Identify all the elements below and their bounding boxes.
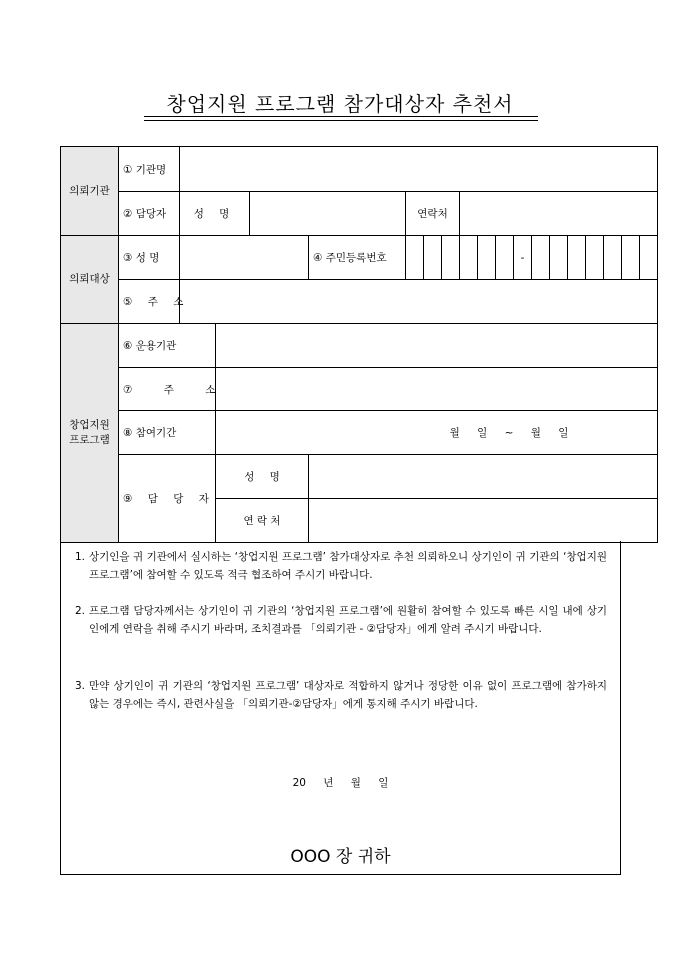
section-requester: 의뢰기관 (61, 147, 119, 236)
rrn-digit-box[interactable] (496, 236, 514, 280)
operator-label: ⑥ 운용기관 (119, 324, 216, 368)
rrn-digit-box[interactable] (604, 236, 622, 280)
program-address-label (119, 368, 230, 411)
staff-contact-field[interactable] (460, 192, 658, 236)
staff-name-label: 성 명 (180, 192, 250, 236)
section-program: 창업지원 프로그램 (61, 324, 119, 543)
manager-name-field[interactable] (309, 455, 658, 499)
target-address-label: ⑤ 주 소 (119, 280, 180, 324)
period-field[interactable] (216, 411, 658, 455)
rrn-digit-box[interactable] (478, 236, 496, 280)
note-item (75, 677, 607, 713)
program-address-field[interactable] (216, 368, 658, 411)
title-underline (144, 116, 538, 117)
rrn-digit-box[interactable] (532, 236, 550, 280)
rrn-digit-box[interactable] (586, 236, 604, 280)
manager-contact-field[interactable] (309, 499, 658, 543)
staff-label: ② 담당자 (119, 192, 180, 236)
rrn-digit-box[interactable] (424, 236, 442, 280)
rrn-digit-box[interactable] (406, 236, 424, 280)
org-name-field[interactable] (180, 147, 658, 192)
document-title: 창업지원 프로그램 참가대상자 추천서 (166, 92, 514, 116)
note-text: 프로그램 담당자께서는 상기인이 귀 기관의 ‘창업지원 프로그램’에 원활히 참여할 수 있도록 빠른 시일 내에 상기인에게 연락을 취해 주시기 바라며, 조치결과를 「의뢰기관 - ②담당자」에게 알려 주시기 바랍니다. (89, 605, 607, 635)
period-label: ⑧ 참여기간 (119, 411, 216, 455)
title-underline-second (144, 120, 538, 121)
staff-contact-label: 연락처 (406, 192, 460, 236)
target-name-field[interactable] (180, 236, 309, 280)
operator-field[interactable] (216, 324, 658, 368)
note-number: 1. (75, 551, 86, 563)
target-name-label: ③ 성 명 (119, 236, 180, 280)
rrn-digit-box[interactable] (550, 236, 568, 280)
note-text: 만약 상기인이 귀 기관의 ‘창업지원 프로그램’ 대상자로 적합하지 않거나 정당한 이유 없이 프로그램에 참가하지 않는 경우에는 즉시, 관련사실을 「의뢰기관-②담당자」에게 통지해 주시기 바랍니다. (89, 680, 607, 710)
rrn-dash: - (514, 236, 532, 280)
manager-name-label-text: 성 명 (244, 471, 280, 483)
manager-label: ⑨ 담 당 자 (119, 455, 216, 543)
rrn-label: ④ 주민등록번호 (309, 236, 406, 280)
note-item (75, 548, 607, 584)
note-number: 3. (75, 680, 86, 692)
rrn-digit-box[interactable] (622, 236, 640, 280)
rrn-digit-box[interactable] (568, 236, 586, 280)
note-number: 2. (75, 605, 86, 617)
staff-name-field[interactable] (250, 192, 406, 236)
note-item (75, 602, 607, 638)
recommendation-form-table (60, 146, 658, 543)
manager-name-label (216, 455, 309, 499)
manager-contact-label: 연 락 처 (216, 499, 309, 543)
rrn-digit-box[interactable] (460, 236, 478, 280)
rrn-digit-box[interactable] (442, 236, 460, 280)
org-name-label: ① 기관명 (119, 147, 180, 192)
rrn-digit-box[interactable] (640, 236, 658, 280)
date-line: 20 년 월 일 (292, 777, 389, 789)
notes-section (60, 541, 621, 875)
target-address-field[interactable] (180, 280, 658, 324)
section-target: 의뢰대상 (61, 236, 119, 324)
note-text: 상기인을 귀 기관에서 실시하는 ‘창업지원 프로그램’ 참가대상자로 추천 의뢰하오니 상기인이 귀 기관의 ‘창업지원 프로그램’에 참여할 수 있도록 적극 협조하여 주시기 바랍니다. (89, 551, 607, 581)
program-address-label-text: ⑦ 주 소 (123, 383, 230, 396)
period-value: 월 일 ~ 월 일 (449, 427, 569, 439)
addressee: OOO 장 귀하 (290, 847, 391, 867)
